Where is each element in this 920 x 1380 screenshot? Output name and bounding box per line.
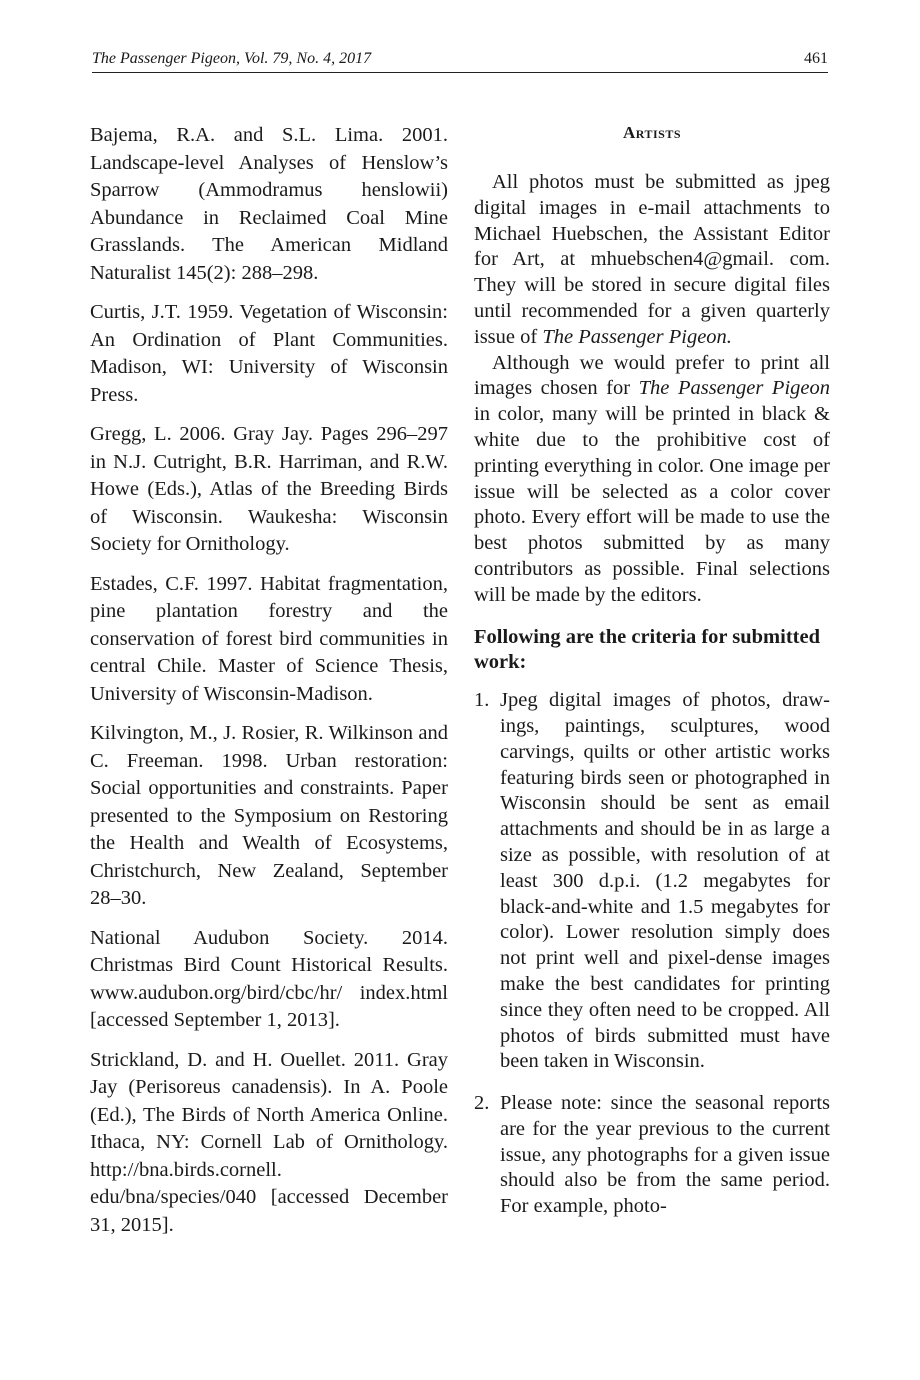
running-header — [92, 50, 828, 73]
paragraph-text: in color, many will be printed in black & white due to the prohibitive cost of printing everything in color. One image per issue will be selected as a color cover photo. Every effort will be made to use the best photos submitted by as many contributors as possible. Final selections will be made by the editors. — [474, 403, 830, 606]
reference-entry: Strickland, D. and H. Ouellet. 2011. Gray Jay (Perisoreus canadensis). In A. Poole (Ed.), The Birds of North America Online. Ithaca, NY: Cornell Lab of Ornithology. http://bna.birds.cornell. edu/bna/species/040 [accessed December 31, 2015]. — [90, 1048, 448, 1236]
criteria-heading: Following are the criteria for submitted work: — [474, 625, 820, 674]
reference-entry: Gregg, L. 2006. Gray Jay. Pages 296–297 in N.J. Cutright, B.R. Harriman, and R.W. Howe (Eds.), Atlas of the Breeding Birds of Wisconsin. Waukesha: Wisconsin Society for Ornithology. — [90, 423, 448, 555]
criteria-item — [474, 688, 830, 1075]
page-number: 461 — [804, 50, 828, 67]
paragraph-text: Although we would prefer to print all images chosen for — [474, 351, 830, 400]
reference-entry: Estades, C.F. 1997. Habitat fragmentation, pine plantation forestry and the conservation of forest bird communities in central Chile. Master of Science Thesis, University of Wisconsin-Madison. — [90, 572, 448, 705]
criteria-text: Please note: since the seasonal reports are for the year previous to the current issue, any photographs for a given issue should also be from the same period. For example, photo- — [500, 1092, 830, 1218]
journal-title-italic: The Passenger Pigeon. — [542, 325, 732, 348]
references-column — [90, 122, 448, 1251]
paragraph — [474, 351, 830, 609]
paragraph — [474, 170, 830, 351]
criteria-item — [474, 1091, 830, 1220]
paragraph-text: All photos must be submitted as jpeg digital images in e-mail attachments to Michael Huebschen, the Assistant Editor for Art, at mhuebschen4@gmail. com. They will be stored in secure digital files until recommended for a given quarterly issue of — [474, 171, 830, 348]
criteria-number: 2. — [474, 1092, 490, 1115]
reference-entry: Curtis, J.T. 1959. Vegetation of Wisconsin: An Ordination of Plant Communities. Madison, WI: University of Wisconsin Press. — [90, 301, 448, 406]
reference-entry: Bajema, R.A. and S.L. Lima. 2001. Landscape-level Analyses of Henslow’s Sparrow (Ammodramus henslowii) Abundance in Reclaimed Coal Mine Grasslands. The American Midland Naturalist 145(2): 288–298. — [90, 124, 448, 284]
journal-citation: The Passenger Pigeon, Vol. 79, No. 4, 2017 — [92, 50, 372, 67]
criteria-number: 1. — [474, 689, 490, 712]
artists-column — [474, 122, 830, 1236]
reference-entry: Kilvington, M., J. Rosier, R. Wilkinson and C. Freeman. 1998. Urban restoration: Social opportunities and constraints. Paper presented to the Symposium on Restoring the Health and Wealth of Ecosystems, Christchurch, New Zealand, September 28–30. — [90, 722, 448, 909]
criteria-list — [474, 688, 830, 1220]
criteria-text: Jpeg digital images of photos, drawings, paintings, sculptures, wood carvings, quilts or other artistic works featuring birds seen or photographed in Wisconsin should be sent as email attachments and should be in as large a size as possible, with resolution of at least 300 d.p.i. (1.2 megabytes for black-and-white and 1.5 megabytes for color). Lower resolution simply does not print well and pixel-dense images make the best candidates for printing since they often need to be cropped. All photos of birds submitted must have been taken in Wisconsin. — [500, 689, 830, 1073]
reference-entry: National Audubon Society. 2014. Christmas Bird Count Historical Results. www.audubon.org/bird/cbc/hr/ index.html [accessed September 1, 2013]. — [90, 926, 448, 1031]
journal-title-italic: The Passenger Pigeon — [638, 377, 830, 400]
section-title: Artists — [622, 123, 682, 142]
